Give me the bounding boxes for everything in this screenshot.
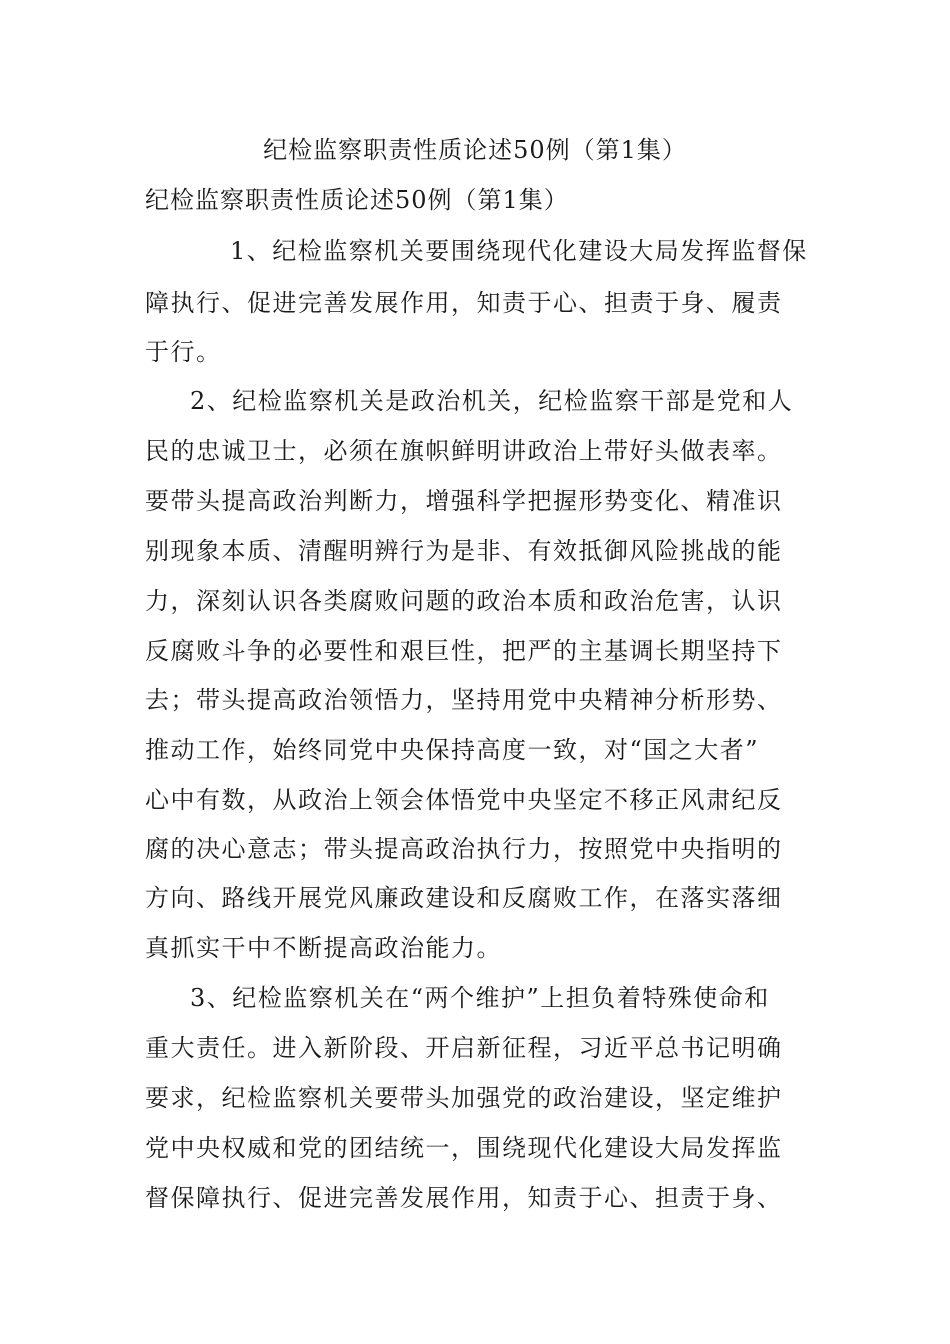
paragraph-2-line-10: 腐的决心意志；带头提高政治执行力，按照党中央指明的 (145, 835, 783, 863)
paragraph-3-line-4: 党中央权威和党的团结统一，围绕现代化建设大局发挥监 (145, 1134, 783, 1162)
paragraph-2-line-6: 反腐败斗争的必要性和艰巨性，把严的主基调长期坚持下 (145, 637, 783, 665)
document-title-left: 纪检监察职责性质论述50例（第1集） (145, 186, 569, 214)
paragraph-2-line-12: 真抓实干中不断提高政治能力。 (145, 934, 502, 962)
paragraph-1-line-1: 1、纪检监察机关要围绕现代化建设大局发挥监督保 (230, 237, 808, 265)
paragraph-2-line-8: 推动工作，始终同党中央保持高度一致，对“国之大者” (145, 736, 760, 764)
paragraph-1-line-2: 障执行、促进完善发展作用，知责于心、担责于身、履责 (145, 289, 783, 317)
paragraph-1-line-3: 于行。 (145, 338, 222, 366)
paragraph-3-line-3: 要求，纪检监察机关要带头加强党的政治建设，坚定维护 (145, 1084, 783, 1112)
paragraph-2-line-2: 民的忠诚卫士，必须在旗帜鲜明讲政治上带好头做表率。 (145, 437, 783, 465)
paragraph-2-line-9: 心中有数，从政治上领会体悟党中央坚定不移正风肃纪反 (145, 786, 783, 814)
paragraph-2-line-7: 去；带头提高政治领悟力，坚持用党中央精神分析形势、 (145, 686, 783, 714)
paragraph-2-line-5: 力，深刻认识各类腐败问题的政治本质和政治危害，认识 (145, 587, 783, 615)
paragraph-2-line-11: 方向、路线开展党风廉政建设和反腐败工作，在落实落细 (145, 884, 783, 912)
paragraph-3-line-2: 重大责任。进入新阶段、开启新征程，习近平总书记明确 (145, 1034, 783, 1062)
paragraph-2-line-1: 2、纪检监察机关是政治机关，纪检监察干部是党和人 (190, 387, 794, 415)
paragraph-2-line-4: 别现象本质、清醒明辨行为是非、有效抵御风险挑战的能 (145, 537, 783, 565)
paragraph-3-line-5: 督保障执行、促进完善发展作用，知责于心、担责于身、 (145, 1184, 783, 1212)
paragraph-3-line-1: 3、纪检监察机关在“两个维护”上担负着特殊使命和 (190, 984, 770, 1012)
paragraph-2-line-3: 要带头提高政治判断力，增强科学把握形势变化、精准识 (145, 487, 783, 515)
document-title-centered: 纪检监察职责性质论述50例（第1集） (263, 136, 687, 164)
